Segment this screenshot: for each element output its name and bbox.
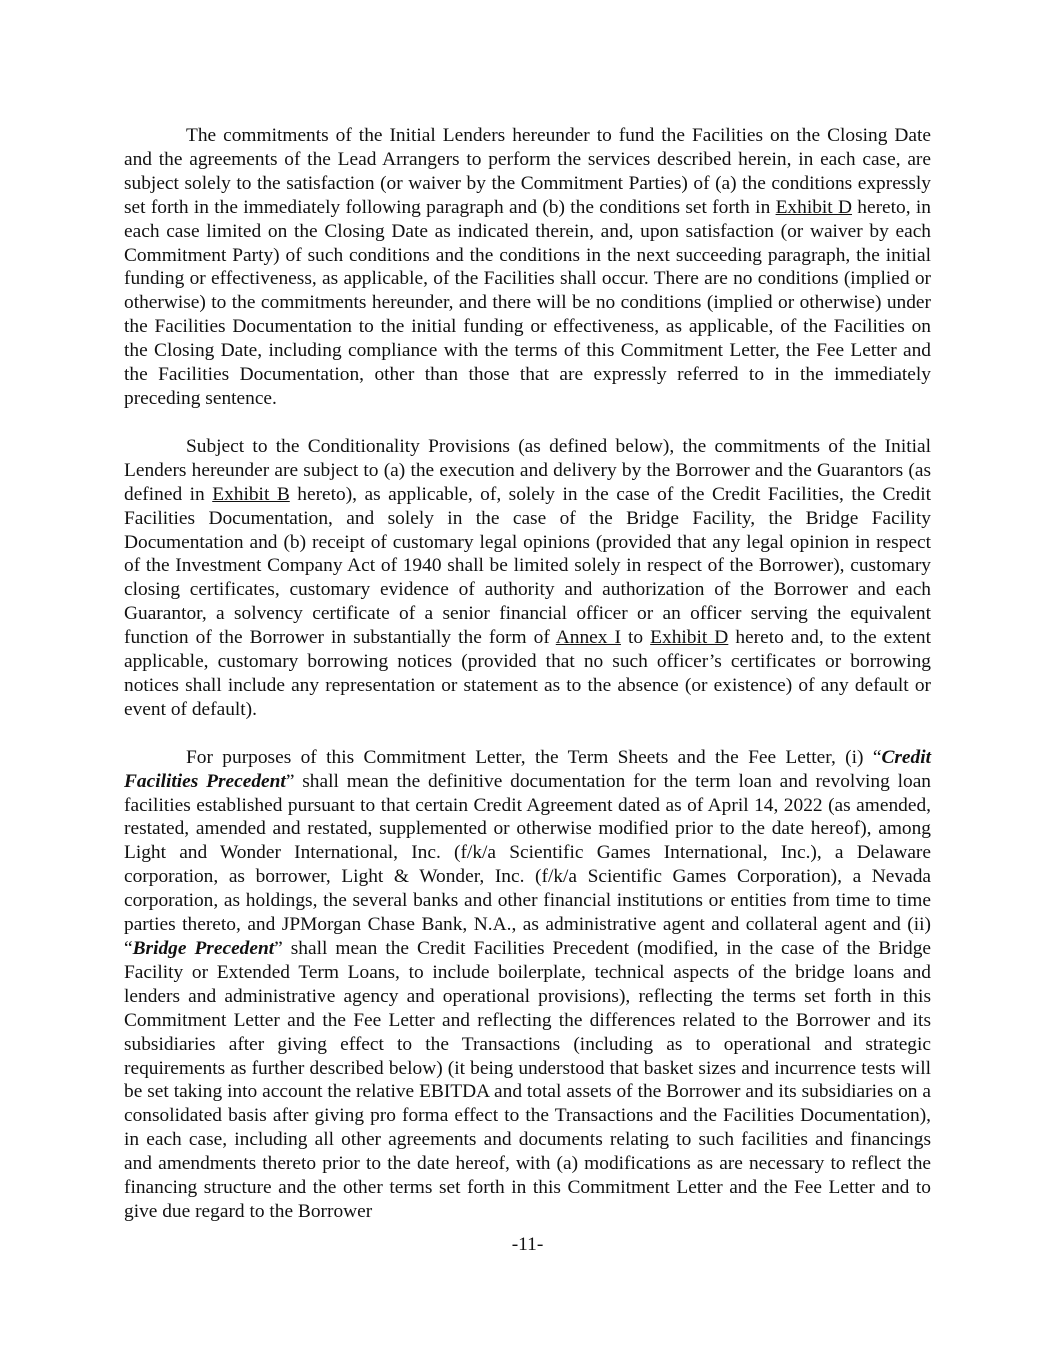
exhibit-b-reference: Exhibit B: [212, 483, 290, 505]
paragraph-text: The commitments of the Initial Lenders hereunder to fund the Facilities on the Closing Date and the agreements of the Lead Arrangers to perform the services described herein, in each case, are subject solely to the satisfaction (or waiver by the Commitment Parties) of (a) the conditions expressly set forth in the immediately following paragraph and (b) the conditions set forth in: [124, 125, 931, 218]
paragraph-text: ” shall mean the definitive documentation for the term loan and revolving loan facilities established pursuant to that certain Credit Agreement dated as of April 14, 2022 (as amended, restated, amended and restated, supplemented or otherwise modified prior to the date hereof), among Light and Wonder International, Inc. (f/k/a Scientific Games International, Inc.), a Delaware corporation, as borrower, Light & Wonder, Inc. (f/k/a Scientific Games Corporation), a Nevada corporation, as holdings, the several banks and other financial institutions or entities from time to time parties thereto, and JPMorgan Chase Bank, N.A., as administrative agent and collateral agent and (ii) “: [124, 770, 931, 959]
paragraph-text: to: [620, 627, 651, 649]
paragraph-conditions: [124, 124, 931, 411]
paragraph-conditionality: [124, 435, 931, 722]
paragraph-text: hereto), as applicable, of, solely in the case of the Credit Facilities, the Credit Facilities Documentation, and solely in the case of the Bridge Facility, the Bridge Facility Documentation and (b) receipt of customary legal opinions (provided that any legal opinion in respect of the Investment Company Act of 1940 shall be limited solely in respect of the Borrower), customary closing certificates, customary evidence of authority and authorization of the Borrower and each Guarantor, a solvency certificate of a senior financial officer or an officer serving the equivalent function of the Borrower in substantially the form of: [124, 483, 932, 649]
paragraph-text: hereto and, to the extent applicable, customary borrowing notices (provided that no such officer’s certificates or borrowing notices shall include any representation or statement as to the absence (or existence) of any default or event of default).: [124, 627, 931, 720]
paragraph-definitions: [124, 746, 931, 1224]
annex-i-reference: Annex I: [555, 627, 621, 649]
paragraph-text: hereto, in each case limited on the Closing Date as indicated therein, and, upon satisfaction (or waiver by each Commitment Party) of such conditions and the conditions in the next succeeding paragraph, the initial funding or effectiveness, as applicable, of the Facilities shall occur. There are no conditions (implied or otherwise) to the commitments hereunder, and there will be no conditions (implied or otherwise) under the Facilities Documentation to the initial funding or effectiveness, as applicable, of the Facilities on the Closing Date, including compliance with the terms of this Commitment Letter, the Fee Letter and the Facilities Documentation, other than those that are expressly referred to in the immediately preceding sentence.: [124, 196, 931, 409]
defined-term-bridge-precedent: Bridge Precedent: [132, 938, 275, 959]
document-body: [124, 124, 931, 1248]
page-number: -11-: [511, 1234, 544, 1255]
paragraph-text: Subject to the Conditionality Provisions (as defined below), the commitments of the Initial Lenders hereunder are subject to (a) the execution and delivery by the Borrower and the Guarantors (as defined in: [124, 435, 931, 505]
paragraph-text: For purposes of this Commitment Letter, the Term Sheets and the Fee Letter, (i) “: [186, 746, 882, 768]
exhibit-d-reference: Exhibit D: [775, 196, 852, 218]
exhibit-d-reference: Exhibit D: [650, 627, 729, 649]
paragraph-text: ” shall mean the Credit Facilities Precedent (modified, in the case of the Bridge Facility or Extended Term Loans, to include boilerplate, technical aspects of the bridge loans and lenders and administrative agency and operational provisions), reflecting the terms set forth in this Commitment Letter and the Fee Letter and reflecting the differences related to the Borrower and its subsidiaries after giving effect to the Transactions (including as to operational and strategic requirements as further described below) (it being understood that basket sizes and incurrence tests will be set taking into account the relative EBITDA and total assets of the Borrower and its subsidiaries on a consolidated basis after giving pro forma effect to the Transactions and the Facilities Documentation), in each case, including all other agreements and documents relating to such facilities and financings and amendments thereto prior to the date hereof, with (a) modifications as are necessary to reflect the financing structure and the other terms set forth in this Commitment Letter and the Fee Letter and to give due regard to the Borrower: [124, 938, 931, 1222]
defined-term-credit-facilities-precedent: Credit Facilities Precedent: [124, 746, 931, 792]
